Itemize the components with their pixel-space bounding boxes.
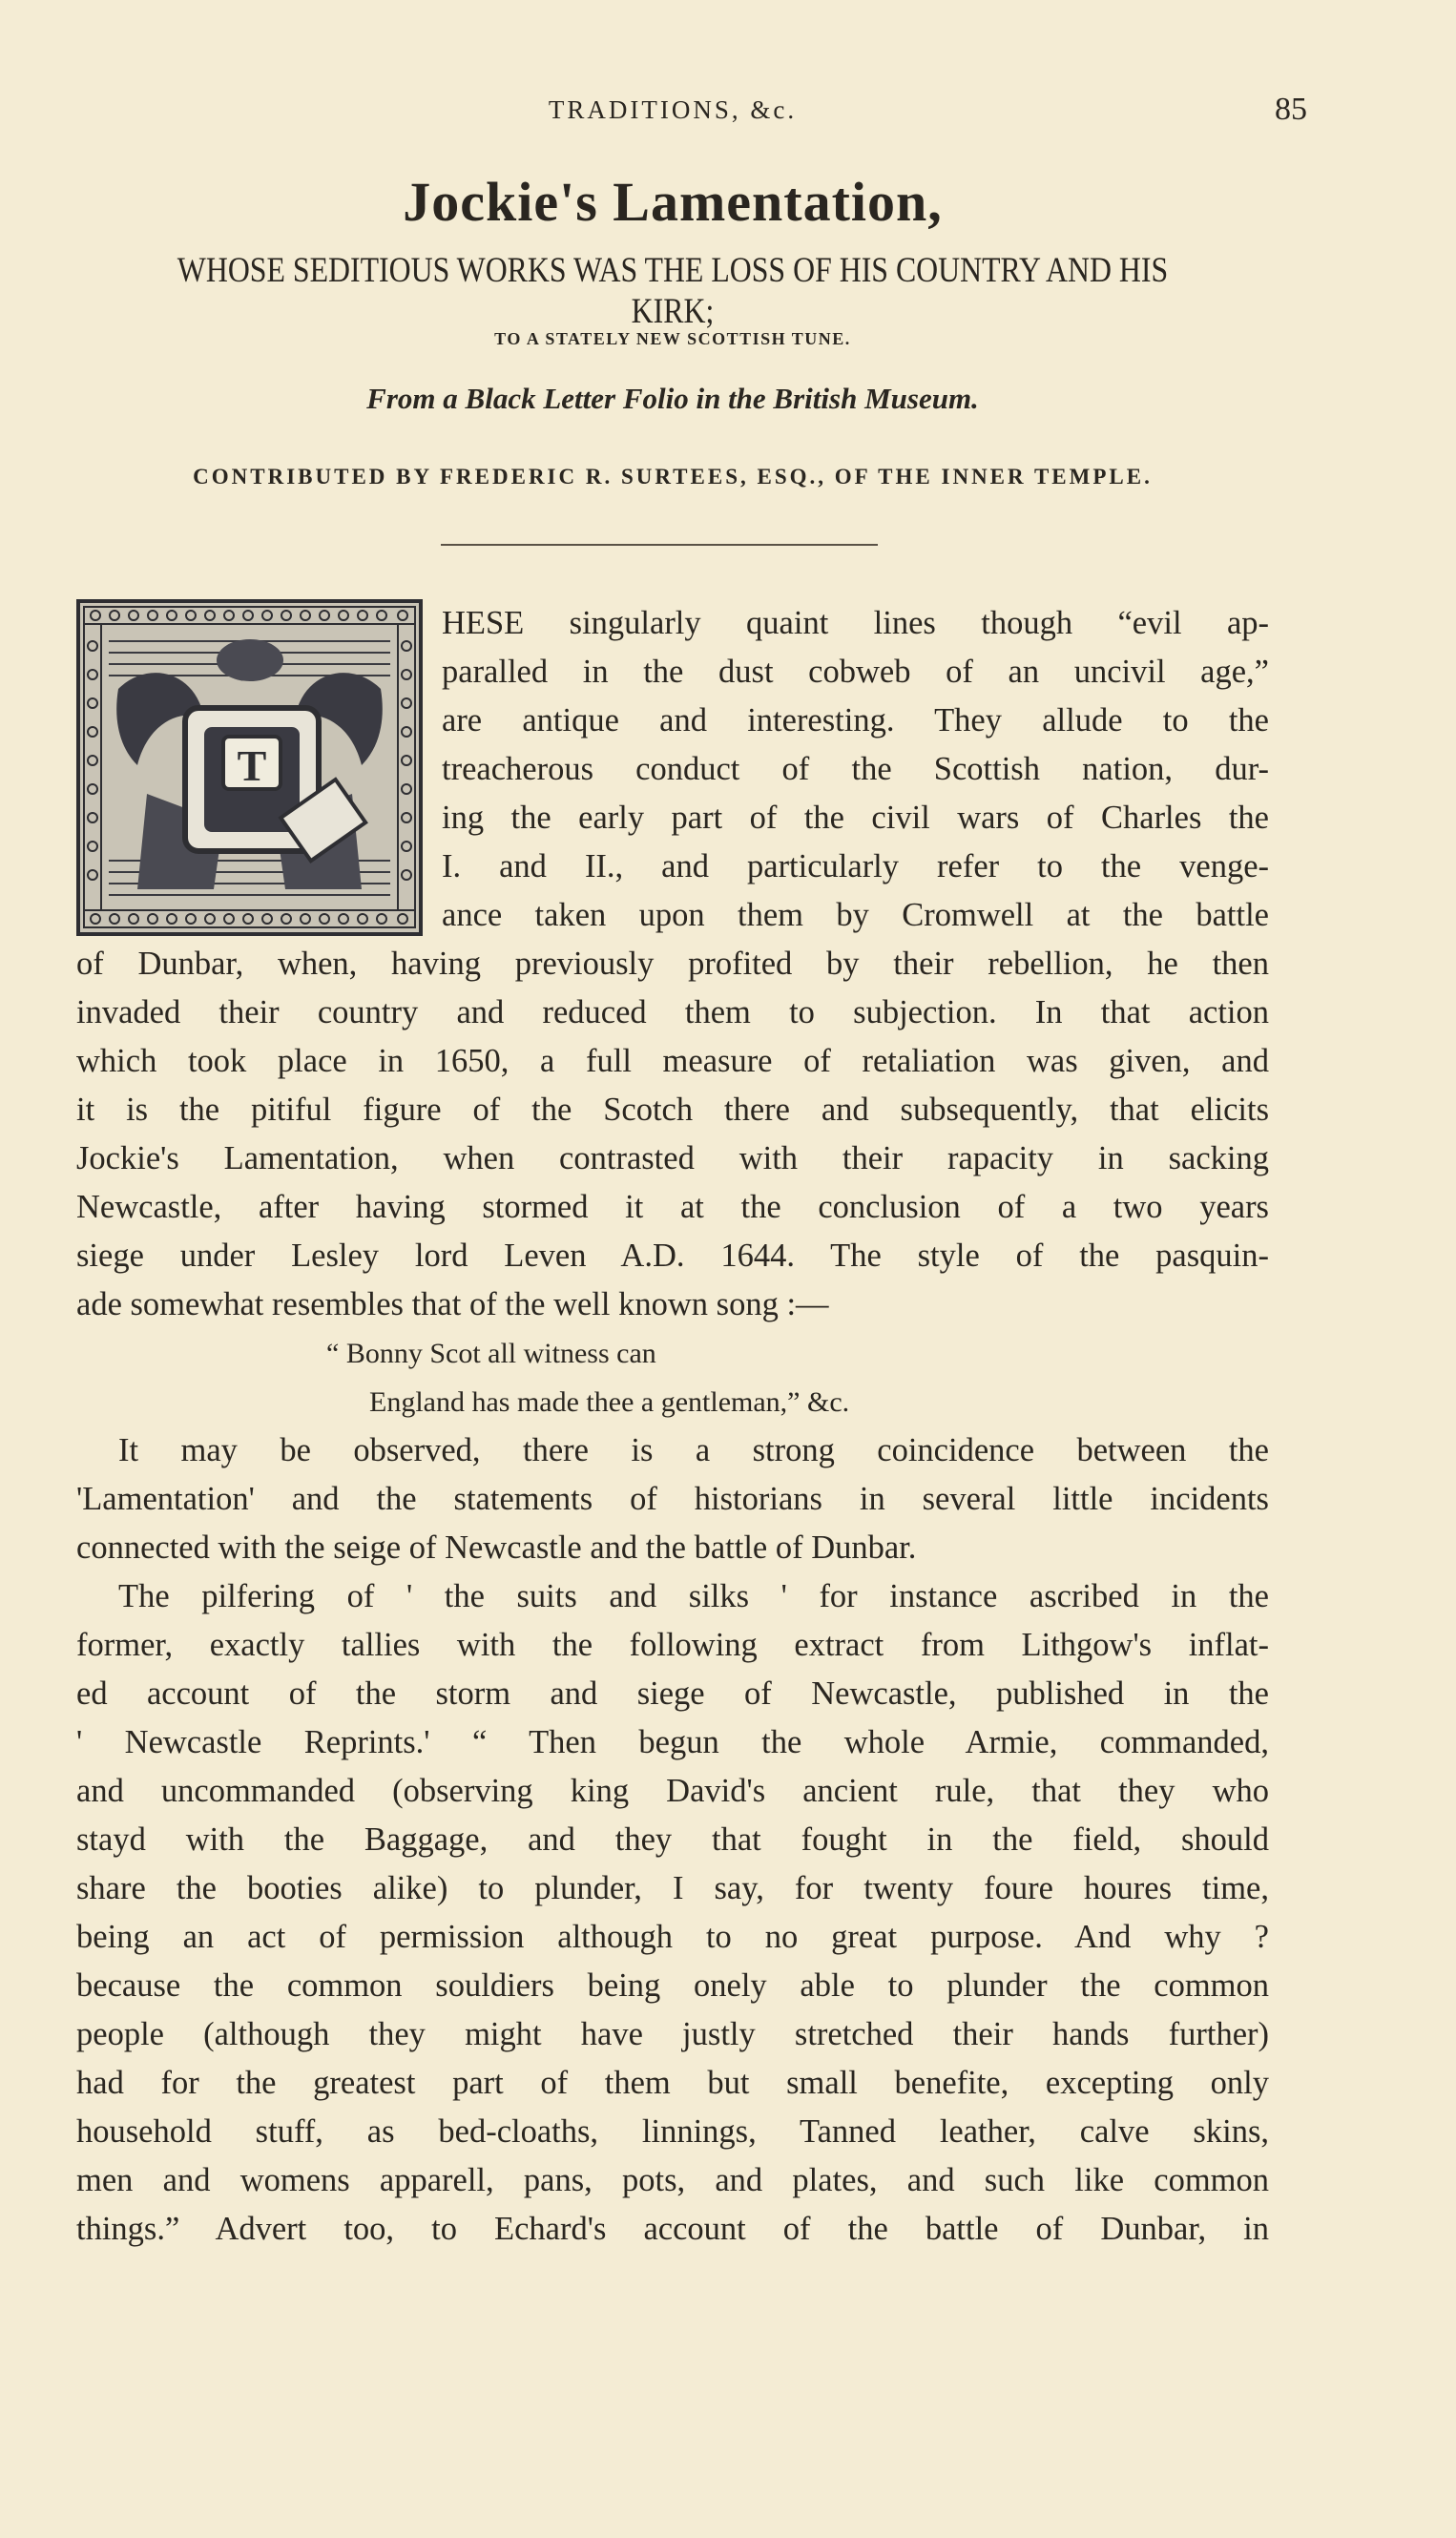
text-line: ed account of the storm and siege of Newcastle, published in the (76, 1675, 1269, 1712)
text-line: household stuff, as bed-cloaths, linnings, Tanned leather, calve skins, (76, 2113, 1269, 2150)
drop-cap-wrap-lines (442, 599, 1269, 940)
text-line: treacherous conduct of the Scottish nation, dur- (442, 751, 1269, 787)
text-line: The pilfering of ' the suits and silks ' for instance ascribed in the (118, 1578, 1269, 1614)
text-line: men and womens apparell, pans, pots, and plates, and such like common (76, 2162, 1269, 2198)
text-line: are antique and interesting. They allude to the (442, 702, 1269, 739)
text-line: siege under Lesley lord Leven A.D. 1644. The style of the pasquin- (76, 1238, 1269, 1274)
page-title: Jockie's Lamentation, (403, 171, 943, 233)
verse-line: “ Bonny Scot all witness can (326, 1338, 656, 1369)
text-line: share the booties alike) to plunder, I say, for twenty foure houres time, (76, 1870, 1269, 1906)
divider-rule (441, 544, 878, 546)
text-line: because the common souldiers being onely able to plunder the common (76, 1967, 1269, 2004)
text-line: which took place in 1650, a full measure of retaliation was given, and (76, 1043, 1269, 1079)
source-note: From a Black Letter Folio in the British Museum. (366, 382, 979, 415)
article-body (76, 599, 1269, 2254)
text-line: stayd with the Baggage, and they that fought in the field, should (76, 1821, 1269, 1858)
text-line: and uncommanded (observing king David's ancient rule, that they who (76, 1773, 1269, 1809)
text-line: It may be observed, there is a strong coincidence between the (118, 1432, 1269, 1468)
text-line: ing the early part of the civil wars of Charles the (442, 800, 1269, 836)
text-line: ' Newcastle Reprints.' “ Then begun the whole Armie, commanded, (76, 1724, 1269, 1760)
text-line: things.” Advert too, to Echard's account of the battle of Dunbar, in (76, 2211, 1269, 2247)
text-line: it is the pitiful figure of the Scotch there and subsequently, that elicits (76, 1092, 1269, 1128)
running-title: TRADITIONS, &c. (548, 95, 798, 124)
subtitle: WHOSE SEDITIOUS WORKS WAS THE LOSS OF HIS COUNTRY AND HIS KIRK; (177, 251, 1169, 331)
tune-note: TO A STATELY NEW SCOTTISH TUNE. (494, 329, 851, 348)
text-line: connected with the seige of Newcastle and the battle of Dunbar. (76, 1529, 917, 1566)
text-line: of Dunbar, when, having previously profited by their rebellion, he then (76, 946, 1269, 982)
page-number: 85 (1275, 92, 1307, 127)
text-line: ance taken upon them by Cromwell at the battle (442, 897, 1269, 933)
drop-cap-letter: T (237, 741, 267, 790)
text-line: former, exactly tallies with the following extract from Lithgow's inflat- (76, 1627, 1269, 1663)
verse-line: England has made thee a gentleman,” &c. (369, 1386, 850, 1418)
text-line: Jockie's Lamentation, when contrasted with their rapacity in sacking (76, 1140, 1269, 1176)
text-line: 'Lamentation' and the statements of historians in several little incidents (76, 1481, 1269, 1517)
text-line: I. and II., and particularly refer to the venge- (442, 848, 1269, 884)
text-line: being an act of permission although to no great purpose. And why ? (76, 1919, 1269, 1955)
text-line: had for the greatest part of them but small benefite, excepting only (76, 2065, 1269, 2101)
text-line: Newcastle, after having stormed it at the conclusion of a two years (76, 1189, 1269, 1225)
text-line: HESE singularly quaint lines though “evil ap- (442, 605, 1269, 641)
text-line: invaded their country and reduced them to subjection. In that action (76, 994, 1269, 1030)
running-head (76, 88, 1307, 135)
contributor-line: CONTRIBUTED BY FREDERIC R. SURTEES, ESQ., OF THE INNER TEMPLE. (193, 465, 1153, 489)
text-line: ade somewhat resembles that of the well known song :— (76, 1286, 829, 1322)
text-line: people (although they might have justly stretched their hands further) (76, 2016, 1269, 2052)
text-line: paralled in the dust cobweb of an uncivil age,” (442, 654, 1269, 690)
